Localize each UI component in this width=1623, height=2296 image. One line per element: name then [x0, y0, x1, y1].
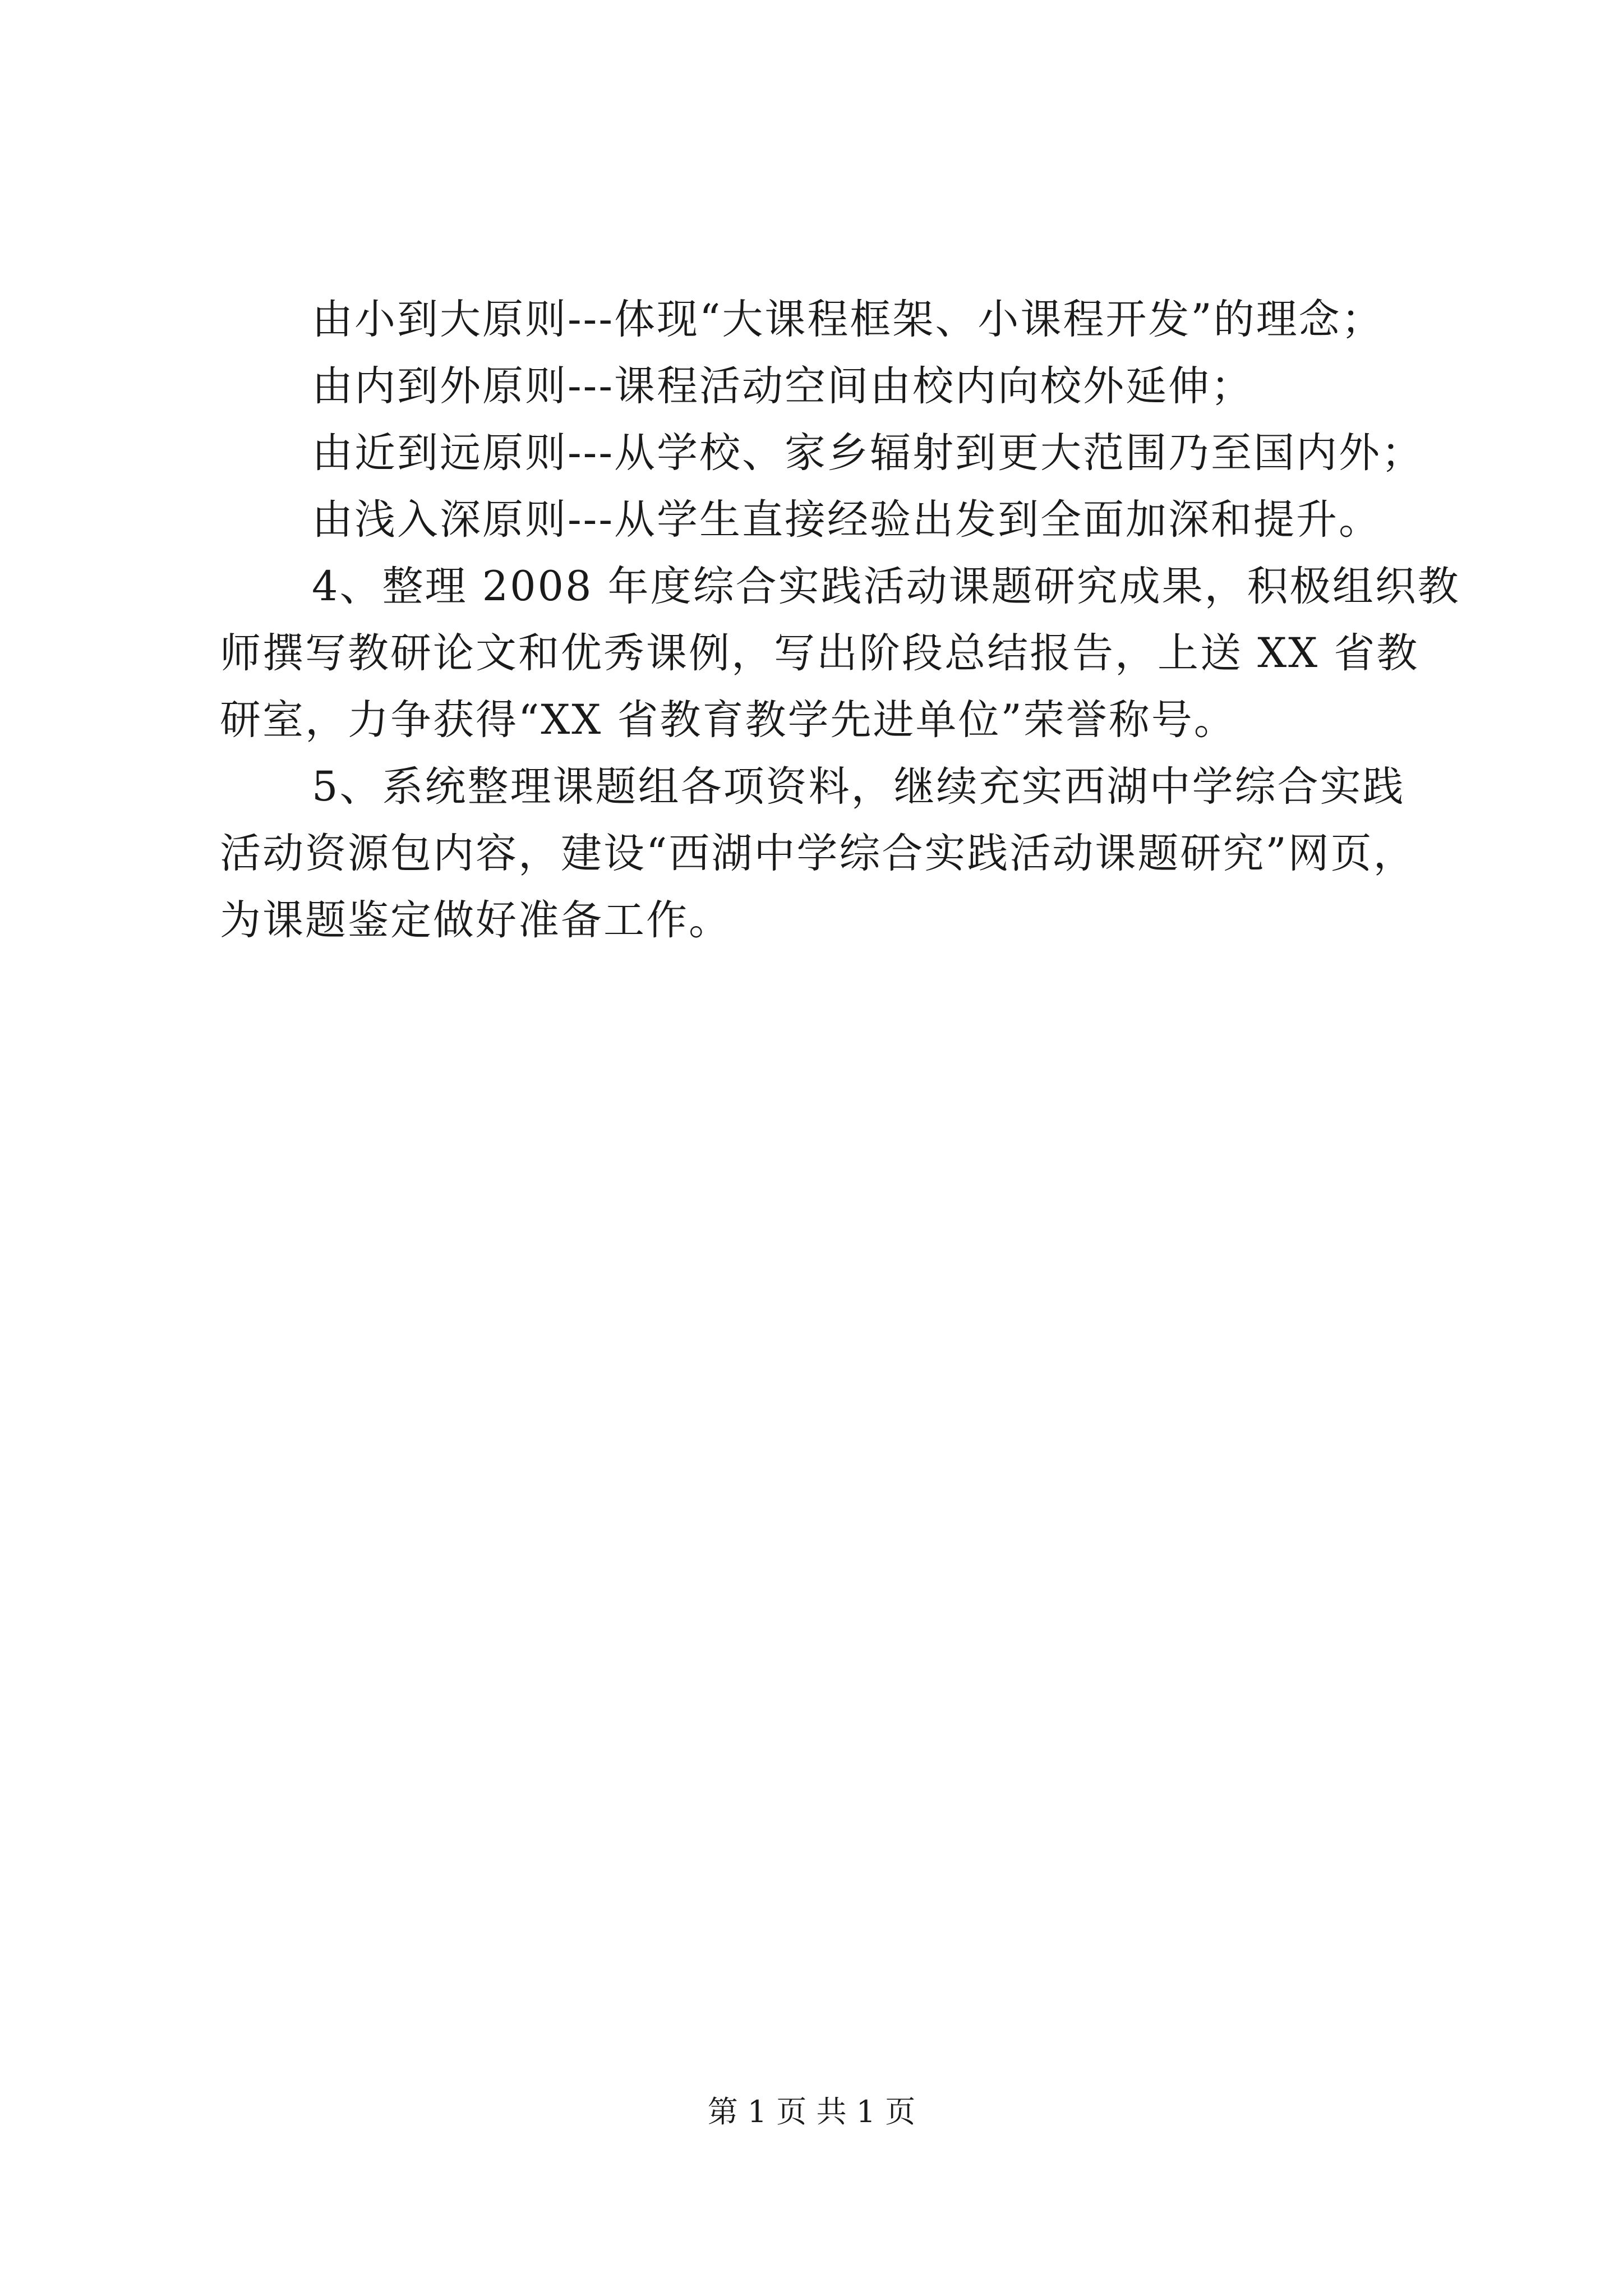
document-body: [220, 286, 1460, 954]
page-number-footer: 第 1 页 共 1 页: [707, 2094, 916, 2129]
item-5-line-1: 5、系统整理课题组各项资料，继续充实西湖中学综合实践: [312, 763, 1405, 811]
item-5-line-3: 为课题鉴定做好准备工作。: [220, 896, 731, 944]
principle-line-shallow-to-deep: 由浅入深原则---从学生直接经验出发到全面加深和提升。: [312, 496, 1381, 544]
item-4-line-2: 师撰写教研论文和优秀课例，写出阶段总结报告，上送 XX 省教: [220, 629, 1419, 677]
principle-line-near-to-far: 由近到远原则---从学校、家乡辐射到更大范围乃至国内外；: [312, 429, 1424, 477]
item-4-line-1: 4、整理 2008 年度综合实践活动课题研究成果，积极组织教: [312, 563, 1460, 610]
item-5-line-2: 活动资源包内容，建设“西湖中学综合实践活动课题研究”网页，: [220, 830, 1416, 877]
principle-line-inside-to-outside: 由内到外原则---课程活动空间由校内向校外延伸；: [312, 362, 1253, 410]
item-4-line-3: 研室，力争获得“XX 省教育教学先进单位”荣誉称号。: [220, 696, 1237, 744]
principle-line-small-to-large: 由小到大原则---体现“大课程框架、小课程开发”的理念；: [312, 296, 1384, 343]
